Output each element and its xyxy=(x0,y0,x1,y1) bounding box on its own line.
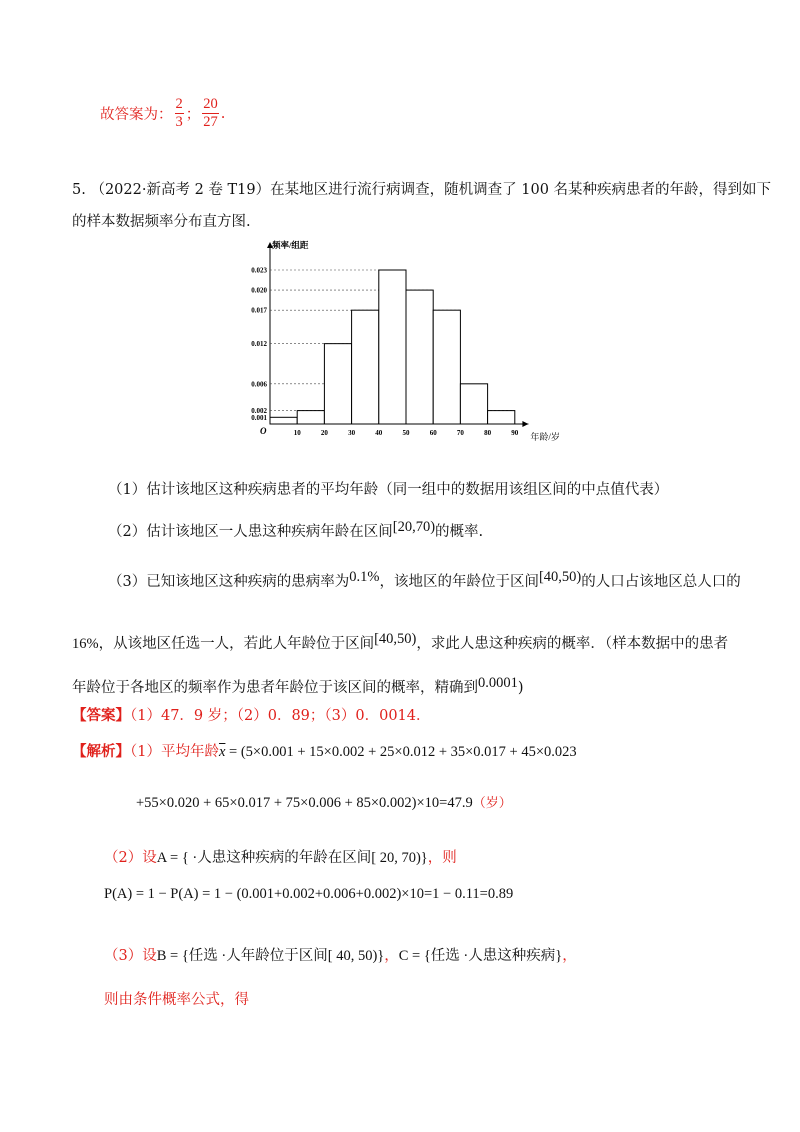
x-axis-label: 年龄/岁 xyxy=(530,432,560,442)
fraction-numerator: 20 xyxy=(203,96,218,112)
analysis-line-3 xyxy=(104,846,457,867)
previous-answer-label: 故答案为： xyxy=(100,107,173,123)
question-line-1 xyxy=(72,178,771,199)
histogram-bar xyxy=(433,310,460,424)
mean-equation-part1: = (5×0.001 + 15×0.002 + 25×0.012 + 35×0.017 + 45×0.023 xyxy=(225,744,577,760)
histogram-bar xyxy=(270,417,297,424)
rate-value: 0.1% xyxy=(349,569,380,585)
question-number: 5. xyxy=(72,182,86,198)
x-tick-label: 30 xyxy=(348,429,356,437)
x-tick-label: 50 xyxy=(402,429,410,437)
part2-text-a: （2）估计该地区一人患这种疾病年龄在区间 xyxy=(108,524,393,540)
x-axis-arrow xyxy=(522,421,528,427)
analysis-part1-intro: （1）平均年龄 xyxy=(130,744,219,760)
comma-end: ， xyxy=(562,948,577,964)
analysis-part3-intro: （3）设 xyxy=(104,948,157,964)
period: . xyxy=(220,105,226,122)
percent-value: 16% xyxy=(72,636,99,652)
interval-40-50-second: [40,50) xyxy=(374,631,417,647)
y-tick-label: 0.012 xyxy=(251,340,267,349)
question-part-3-line-3 xyxy=(72,676,524,697)
event-c-definition: C = {任选 ·人患这种疾病} xyxy=(398,948,563,964)
y-axis-label: 频率/组距 xyxy=(272,240,309,250)
fraction-denominator: 3 xyxy=(175,114,183,130)
part3-text-d: ，从该地区任选一人，若此人年龄位于区间 xyxy=(98,636,375,652)
analysis-line-2 xyxy=(136,792,512,812)
analysis-part2-then: ，则 xyxy=(427,850,457,866)
analysis-line-6: 则由条件概率公式，得 xyxy=(104,992,249,1008)
x-tick-label: 60 xyxy=(429,429,437,437)
fraction-20-27 xyxy=(202,96,219,131)
x-tick-label: 40 xyxy=(375,429,383,437)
origin-label: O xyxy=(260,426,267,436)
histogram-bar xyxy=(406,290,433,424)
probability-a-equation: P(A) = 1 − P(A) = 1 − (0.001+0.002+0.006+0.002)×10=1 − 0.11=0.89 xyxy=(104,886,514,902)
question-line-2: 的样本数据频率分布直方图. xyxy=(72,214,251,230)
previous-answer xyxy=(100,96,225,131)
fraction-numerator: 2 xyxy=(175,96,183,112)
fraction-2-3 xyxy=(175,96,184,131)
answer-text: （1）47．9 岁；（2）0．89；（3）0．0014． xyxy=(130,708,431,724)
y-tick-label: 0.006 xyxy=(251,380,267,389)
part3-text-g: ) xyxy=(517,680,524,696)
y-tick-label: 0.002 xyxy=(251,407,267,416)
histogram-bar xyxy=(460,384,487,424)
mean-equation-part2: +55×0.020 + 65×0.017 + 75×0.006 + 85×0.002)×10=47.9 xyxy=(136,795,473,811)
precision-value: 0.0001 xyxy=(478,675,518,691)
mean-symbol: $\overline{x}$ xyxy=(218,744,226,760)
part3-text-c: 的人口占该地区总人口的 xyxy=(581,574,741,590)
frequency-histogram xyxy=(236,236,596,450)
answer-label: 【答案】 xyxy=(72,707,130,724)
y-tick-label: 0.023 xyxy=(251,266,267,275)
x-tick-label: 70 xyxy=(456,429,464,437)
answer-line xyxy=(72,704,431,725)
fraction-denominator: 27 xyxy=(203,114,218,130)
question-text: 在某地区进行流行病调查，随机调查了 100 名某种疾病患者的年龄，得到如下 xyxy=(270,182,772,198)
histogram-bar xyxy=(324,344,351,424)
part2-text-b: 的概率. xyxy=(435,524,484,540)
histogram-bar xyxy=(379,270,406,424)
analysis-line-5 xyxy=(104,944,577,965)
separator: ； xyxy=(185,107,201,123)
y-tick-label: 0.017 xyxy=(251,306,267,315)
analysis-line-1 xyxy=(72,740,577,761)
interval-20-70: [20,70) xyxy=(392,519,436,535)
interval-40-50: [40,50) xyxy=(538,569,582,585)
question-part-3-line-1 xyxy=(108,570,741,591)
comma: ， xyxy=(384,948,399,964)
x-tick-label: 10 xyxy=(293,429,301,437)
y-tick-label: 0.020 xyxy=(251,286,267,295)
question-part-3-line-2 xyxy=(72,632,728,653)
histogram-bar xyxy=(352,310,379,424)
x-tick-label: 90 xyxy=(511,429,519,437)
analysis-label: 【解析】 xyxy=(72,743,130,760)
event-a-definition: A = { ·人患这种疾病的年龄在区间[ 20, 70)} xyxy=(156,850,428,866)
x-tick-label: 20 xyxy=(320,429,328,437)
y-tick-label: 0.001 xyxy=(251,413,267,422)
part3-text-b: ，该地区的年龄位于区间 xyxy=(379,574,539,590)
question-part-1: （1）估计该地区这种疾病患者的平均年龄（同一组中的数据用该组区间的中点值代表） xyxy=(108,482,669,498)
analysis-line-4 xyxy=(104,886,513,903)
histogram-bar xyxy=(297,411,324,424)
question-source: （2022·新高考 2 卷 T19） xyxy=(90,182,271,198)
x-tick-label: 80 xyxy=(484,429,492,437)
event-b-definition: B = {任选 ·人年龄位于区间[ 40, 50)} xyxy=(156,948,385,964)
analysis-part2-intro: （2）设 xyxy=(104,850,157,866)
histogram-bar xyxy=(488,411,515,424)
part3-text-a: （3）已知该地区这种疾病的患病率为 xyxy=(108,574,350,590)
question-part-2 xyxy=(108,520,483,541)
part3-text-f: 年龄位于各地区的频率作为患者年龄位于该区间的概率，精确到 xyxy=(72,680,478,696)
unit-years: （岁） xyxy=(472,796,512,811)
part3-text-e: ，求此人患这种疾病的概率．（样本数据中的患者 xyxy=(416,636,729,652)
